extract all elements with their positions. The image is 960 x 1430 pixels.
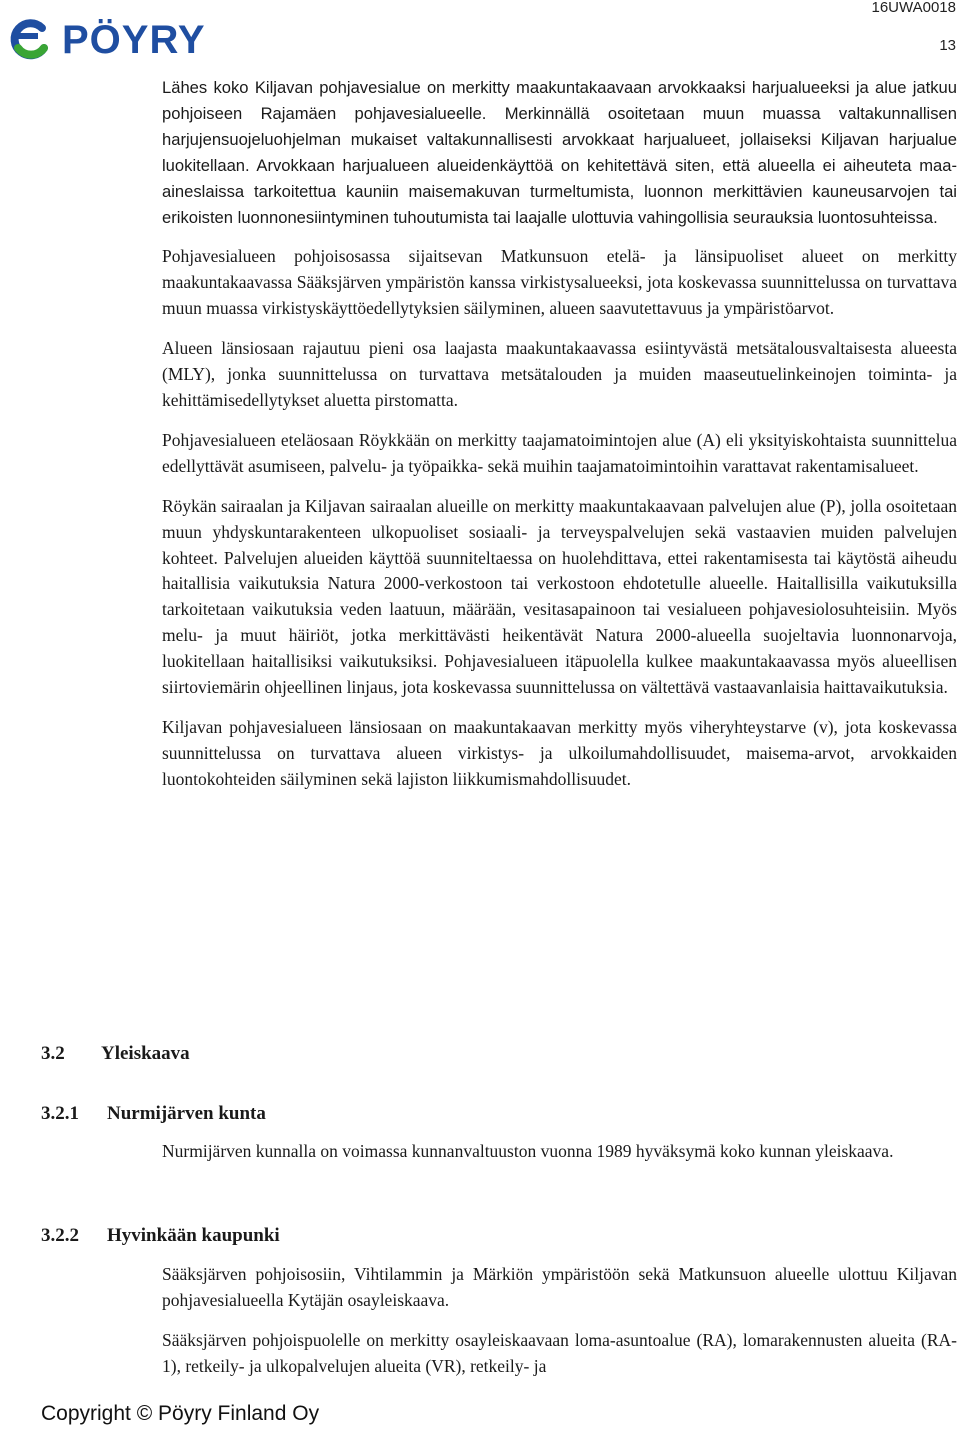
section-heading-3-2-2 <box>41 1225 280 1247</box>
poyry-logo <box>4 14 206 66</box>
section-title: Yleiskaava <box>101 1043 190 1064</box>
document-code: 16UWA0018 <box>871 0 956 16</box>
paragraph: Sääksjärven pohjoispuolelle on merkitty osayleiskaavaan loma-asuntoalue (RA), lomarakennusten alueita (RA-1), retkeily- ja ulkopalvelujen alueita (VR), retkeily- ja <box>162 1329 957 1376</box>
paragraph: Sääksjärven pohjoisosiin, Vihtilammin ja Märkiön ympäristöön sekä Matkunsuon alueelle ulottuu Kiljavan pohjavesialueella Kytäjän osayleiskaava. <box>162 1264 957 1310</box>
paragraph: Alueen länsiosaan rajautuu pieni osa laajasta maakuntakaavassa esiintyvästä metsätalousvaltaisesta alueesta (MLY), jonka suunnittelussa on turvattava metsätalouden ja muiden maaseutuelinkeinojen toiminta- ja kehittämisedellytykset aluetta pirstomatta. <box>162 338 957 410</box>
section-number: 3.2.1 <box>41 1103 79 1124</box>
section-title: Nurmijärven kunta <box>107 1103 266 1124</box>
paragraph: Röykän sairaalan ja Kiljavan sairaalan alueille on merkitty maakuntakaavaan palvelujen alue (P), jolla osoitetaan muun yhdyskuntarakenteen ulkopuoliset sosiaali- ja terveyspalvelujen sekä vastaavien muiden palvelujen kohteet. Palvelujen alueiden käyttöä suunniteltaessa on huolehdittava, ettei rakentamisesta tai käytöstä aiheudu haitallisia vaikutuksia Natura 2000-verkostoon tai verkostoon ehdotetulle alueelle. Haitallisilla vaikutuksilla tarkoitetaan vaikutuksia veden laatuun, määrään, vesitasapainoon tai vesialueen pohjavesiolosuhteisiin. Myös melu- ja muut häiriöt, jotka merkittävästi heikentävät Natura 2000-alueella suojeltavia luonnonarvoja, luokitellaan haitallisiksi vaikutuksiksi. Pohjavesialueen itäpuolella kulkee maakuntakaavassa myös alueellisen siirtoviemärin ohjeellinen linjaus, jota koskevassa suunnittelussa on vältettävä vastaavanlaisia haittavaikutuksia. <box>162 495 957 698</box>
section-heading-3-2 <box>41 1043 190 1065</box>
section-title: Hyvinkään kaupunki <box>107 1225 280 1246</box>
paragraph: Pohjavesialueen pohjoisosassa sijaitsevan Matkunsuon etelä- ja länsipuoliset alueet on merkitty maakuntakaavassa Sääksjärven ympäristön kanssa virkistysalueeksi, jota koskevassa suunnittelussa on turvattava muun muassa virkistyskäyttöedellytyksien säilyminen, alueen saavutettavuus ja ympäristöarvot. <box>162 246 957 319</box>
section-heading-3-2-1 <box>41 1103 266 1125</box>
logo-text: PÖYRY <box>62 18 206 62</box>
footer-copyright: Copyright © Pöyry Finland Oy <box>41 1402 320 1425</box>
section-body <box>162 75 957 807</box>
paragraph: Nurmijärven kunnalla on voimassa kunnanvaltuuston vuonna 1989 hyväksymä koko kunnan yleiskaava. <box>162 1141 894 1161</box>
paragraph: Lähes koko Kiljavan pohjavesialue on merkitty maakuntakaavaan arvokkaaksi harjualueeksi ja alue jatkuu pohjoiseen Rajamäen pohjavesialueelle. Merkinnällä osoitetaan muun muassa valtakunnallisen harjujensuojeluohjelman mukaiset valtakunnallisesti arvokkaat harjualueet, jollaiseksi Kiljavan harjualue luokitellaan. Arvokkaan harjualueen alueidenkäyttöä on kehitettävä siten, että alueella ei aiheuteta maa-aineslaissa tarkoitettua kauniin maisemakuvan turmeltumista, luonnon merkittävien kauneusarvojen tai erikoisten luonnonesiintyminen tuhoutumista tai laajalle ulottuvia vahingollisia seurauksia luontosuhteissa. <box>162 78 957 227</box>
section-number: 3.2.2 <box>41 1225 79 1246</box>
section-3-2-1-body <box>162 1139 957 1179</box>
page-number: 13 <box>939 37 956 54</box>
section-3-2-2-body <box>162 1262 957 1394</box>
paragraph: Kiljavan pohjavesialueen länsiosaan on maakuntakaavan merkitty myös viheryhteystarve (v), jota koskevassa suunnittelussa on turvattava alueen virkistys- ja ulkoilumahdollisuudet, maisema-arvot, arvokkaiden luontokohteiden säilyminen sekä lajiston liikkumismahdollisuudet. <box>162 716 957 789</box>
poyry-logo-icon <box>4 14 56 66</box>
section-number: 3.2 <box>41 1043 65 1064</box>
paragraph: Pohjavesialueen eteläosaan Röykkään on merkitty taajamatoimintojen alue (A) eli yksityiskohtaista suunnittelua edellyttävät asumiseen, palvelu- ja työpaikka- sekä muihin taajamatoimintoihin varattavat rakentamisalueet. <box>162 429 957 476</box>
